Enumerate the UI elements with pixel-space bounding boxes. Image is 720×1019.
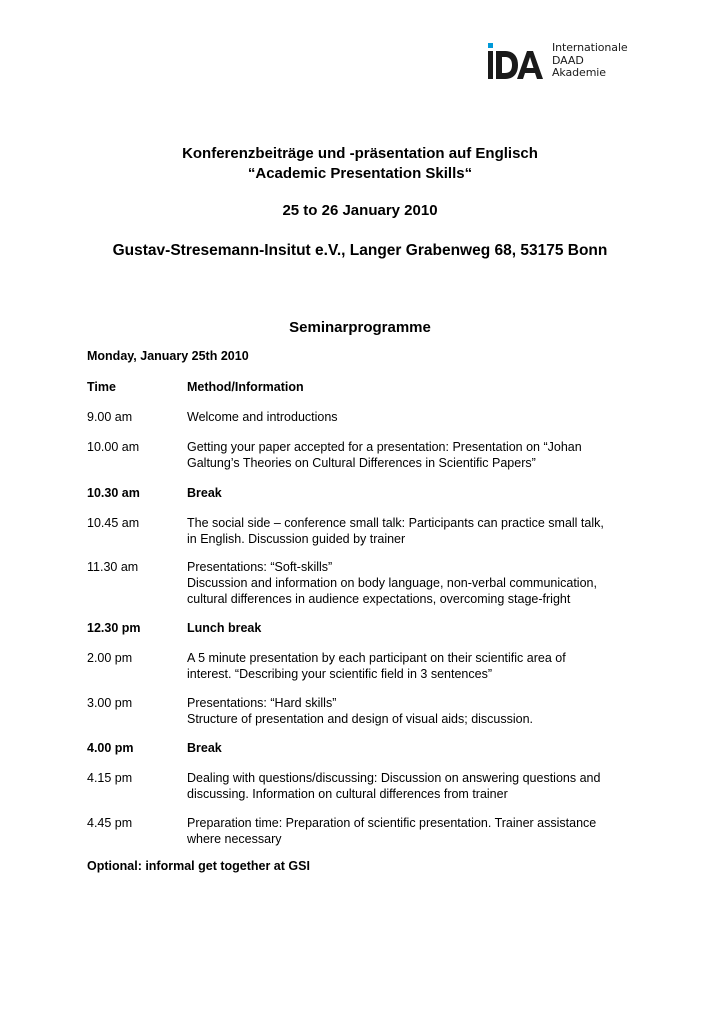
schedule-time: 3.00 pm — [87, 696, 133, 710]
description-line: Preparation time: Preparation of scientific presentation. Trainer assistance — [187, 816, 597, 830]
schedule-description — [187, 409, 647, 425]
description-line: in English. Discussion guided by trainer — [187, 532, 406, 546]
description-line: Presentations: “Hard skills” — [187, 696, 337, 710]
day-heading: Monday, January 25th 2010 — [87, 349, 249, 363]
document-subtitle: “Academic Presentation Skills“ — [247, 165, 473, 182]
description-line: discussing. Information on cultural differences from trainer — [187, 787, 508, 801]
schedule-time: 2.00 pm — [87, 651, 133, 665]
schedule-time: 4.00 pm — [87, 741, 134, 755]
logo-line-3: Akademie — [552, 66, 606, 79]
schedule-description — [187, 650, 647, 682]
schedule-description — [187, 695, 647, 727]
description-line: where necessary — [187, 832, 282, 846]
description-line: Presentations: “Soft-skills” — [187, 560, 333, 574]
description-line: Getting your paper accepted for a presentation: Presentation on “Johan — [187, 440, 582, 454]
schedule-time: 11.30 am — [87, 560, 139, 574]
event-dates: 25 to 26 January 2010 — [282, 202, 438, 219]
schedule-time: 10.45 am — [87, 516, 140, 530]
optional-note: Optional: informal get together at GSI — [87, 859, 310, 873]
description-line: The social side – conference small talk: Participants can practice small talk, — [187, 516, 604, 530]
daad-logo-mark-icon — [487, 42, 545, 80]
description-line: Break — [187, 741, 222, 755]
schedule-description — [187, 439, 647, 471]
schedule-time: 4.15 pm — [87, 771, 133, 785]
logo-line-2: DAAD — [552, 53, 584, 67]
schedule-description — [187, 559, 647, 607]
schedule-time: 9.00 am — [87, 410, 133, 424]
schedule-description — [187, 485, 647, 501]
schedule-time: 12.30 pm — [87, 621, 141, 635]
schedule-description — [187, 815, 647, 847]
description-line: interest. “Describing your scientific field in 3 sentences” — [187, 667, 492, 681]
schedule-time: 10.00 am — [87, 440, 140, 454]
logo-text — [552, 42, 628, 80]
event-venue: Gustav-Stresemann-Insitut e.V., Langer Grabenweg 68, 53175 Bonn — [112, 242, 608, 259]
column-header-info: Method/Information — [187, 380, 304, 394]
schedule-description — [187, 620, 647, 636]
schedule-description — [187, 515, 647, 547]
logo-line-1: Internationale — [552, 41, 628, 54]
description-line: A 5 minute presentation by each participant on their scientific area of — [187, 651, 566, 665]
schedule-time: 4.45 pm — [87, 816, 133, 830]
schedule-description — [187, 770, 647, 802]
schedule-description — [187, 740, 647, 756]
column-header-time: Time — [87, 380, 116, 394]
description-line: Break — [187, 486, 222, 500]
daad-logo — [487, 42, 628, 80]
description-line: Structure of presentation and design of visual aids; discussion. — [187, 712, 534, 726]
description-line: Welcome and introductions — [187, 410, 338, 424]
schedule-time: 10.30 am — [87, 486, 140, 500]
description-line: Galtung’s Theories on Cultural Differences in Scientific Papers” — [187, 456, 536, 470]
description-line: Dealing with questions/discussing: Discussion on answering questions and — [187, 771, 601, 785]
description-line: Lunch break — [187, 621, 262, 635]
description-line: cultural differences in audience expectations, overcoming stage-fright — [187, 592, 571, 606]
section-title: Seminarprogramme — [289, 319, 431, 336]
document-title: Konferenzbeiträge und -präsentation auf Englisch — [182, 145, 538, 162]
description-line: Discussion and information on body language, non-verbal communication, — [187, 576, 597, 590]
